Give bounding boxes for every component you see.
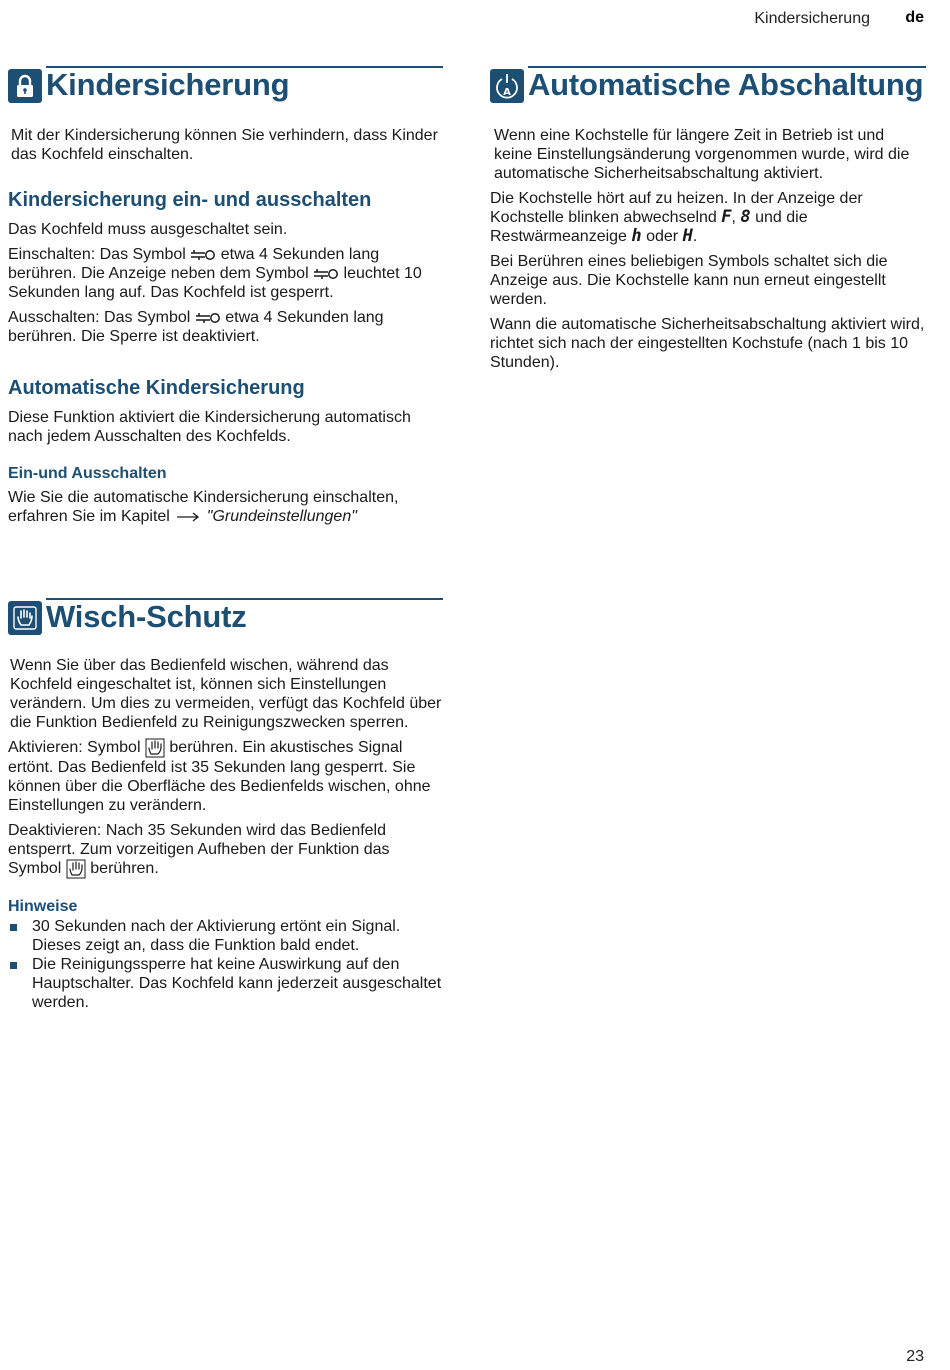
auto-shutoff-icon (490, 69, 524, 103)
section-title: Kindersicherung (46, 67, 290, 102)
hand-symbol-icon (145, 738, 165, 758)
subheading-switch: Ein-und Ausschalten (8, 465, 167, 482)
segment-h-display: h (631, 226, 642, 246)
section-title: Wisch-Schutz (46, 599, 247, 634)
section-heading (8, 598, 443, 638)
intro-paragraph: Wenn eine Kochstelle für längere Zeit in Betrieb ist und keine Einstellungsänderung vorgenommen wurde, wird die automatische Sicherheitsabschaltung aktiviert. (494, 127, 910, 182)
subheading-on-off: Kindersicherung ein- und ausschalten (8, 189, 372, 211)
section-heading (490, 66, 926, 106)
svg-text:A: A (503, 87, 511, 98)
subheading-automatic: Automatische Kindersicherung (8, 377, 305, 399)
section-title: Automatische Abschaltung (528, 67, 924, 102)
paragraph-reset: Bei Berühren eines beliebigen Symbols schaltet sich die Anzeige aus. Die Kochstelle kann nun erneut eingestellt werden. (490, 253, 888, 308)
lock-icon (8, 69, 42, 103)
notes-heading: Hinweise (8, 898, 78, 915)
hand-symbol-icon (66, 859, 86, 879)
paragraph-disable: Ausschalten: Das Symbol etwa 4 Sekunden lang berühren. Die Sperre ist deaktiviert. (8, 309, 384, 345)
section-heading (8, 66, 443, 106)
chapter-reference-link[interactable]: "Grundeinstellungen" (206, 508, 357, 525)
intro-paragraph: Mit der Kindersicherung können Sie verhindern, dass Kinder das Kochfeld einschalten. (11, 127, 438, 163)
paragraph-enable: Einschalten: Das Symbol etwa 4 Sekunden lang berühren. Die Anzeige neben dem Symbol leuchtet 10 Sekunden lang auf. Das Kochfeld ist gesperrt. (8, 246, 422, 301)
paragraph-precondition: Das Kochfeld muss ausgeschaltet sein. (8, 221, 288, 238)
intro-paragraph: Wenn Sie über das Bedienfeld wischen, während das Kochfeld eingeschaltet ist, können sich Einstellungen verändern. Um dies zu vermeiden, verfügt das Kochfeld über die Funktion Bedienfeld zu Reinigungszwecken sperren. (10, 657, 442, 731)
notes-list (8, 917, 443, 1012)
section-kindersicherung (8, 66, 443, 532)
paragraph-switch: Wie Sie die automatische Kindersicherung einschalten, erfahren Sie im Kapitel "Grundeinstellungen" (8, 489, 399, 525)
segment-f-display: F (721, 207, 732, 227)
section-abschaltung (490, 66, 926, 378)
key-symbol-icon (313, 268, 339, 280)
running-header-section: Kindersicherung (754, 10, 870, 27)
wipe-protection-hand-icon (8, 601, 42, 635)
segment-H-display: H (682, 226, 693, 246)
paragraph-deactivate: Deaktivieren: Nach 35 Sekunden wird das Bedienfeld entsperrt. Zum vorzeitigen Aufheben der Funktion das Symbol berühren. (8, 822, 390, 878)
list-item: 30 Sekunden nach der Aktivierung ertönt ein Signal. Dieses zeigt an, dass die Funktion bald endet. (8, 917, 443, 955)
paragraph-display: Die Kochstelle hört auf zu heizen. In der Anzeige der Kochstelle blinken abwechselnd F, 8 und die Restwärmeanzeige h oder H. (490, 190, 863, 246)
paragraph-timing: Wann die automatische Sicherheitsabschaltung aktiviert wird, richtet sich nach der eingestellten Kochstufe (nach 1 bis 10 Stunden). (490, 316, 925, 371)
arrow-right-icon (174, 512, 202, 522)
key-symbol-icon (195, 312, 221, 324)
key-symbol-icon (190, 249, 216, 261)
segment-8-display: 8 (740, 207, 751, 227)
paragraph-automatic: Diese Funktion aktiviert die Kindersicherung automatisch nach jedem Ausschalten des Kochfelds. (8, 409, 411, 445)
paragraph-activate: Aktivieren: Symbol berühren. Ein akustisches Signal ertönt. Das Bedienfeld ist 35 Sekunden lang gesperrt. Sie können über die Oberfläche des Bedienfelds wischen, ohne Einstellungen zu verändern. (8, 739, 431, 814)
page-number: 23 (906, 1348, 924, 1365)
section-wischschutz (8, 598, 443, 1012)
running-header-language: de (905, 9, 924, 26)
list-item: Die Reinigungssperre hat keine Auswirkung auf den Hauptschalter. Das Kochfeld kann jederzeit ausgeschaltet werden. (8, 955, 443, 1012)
